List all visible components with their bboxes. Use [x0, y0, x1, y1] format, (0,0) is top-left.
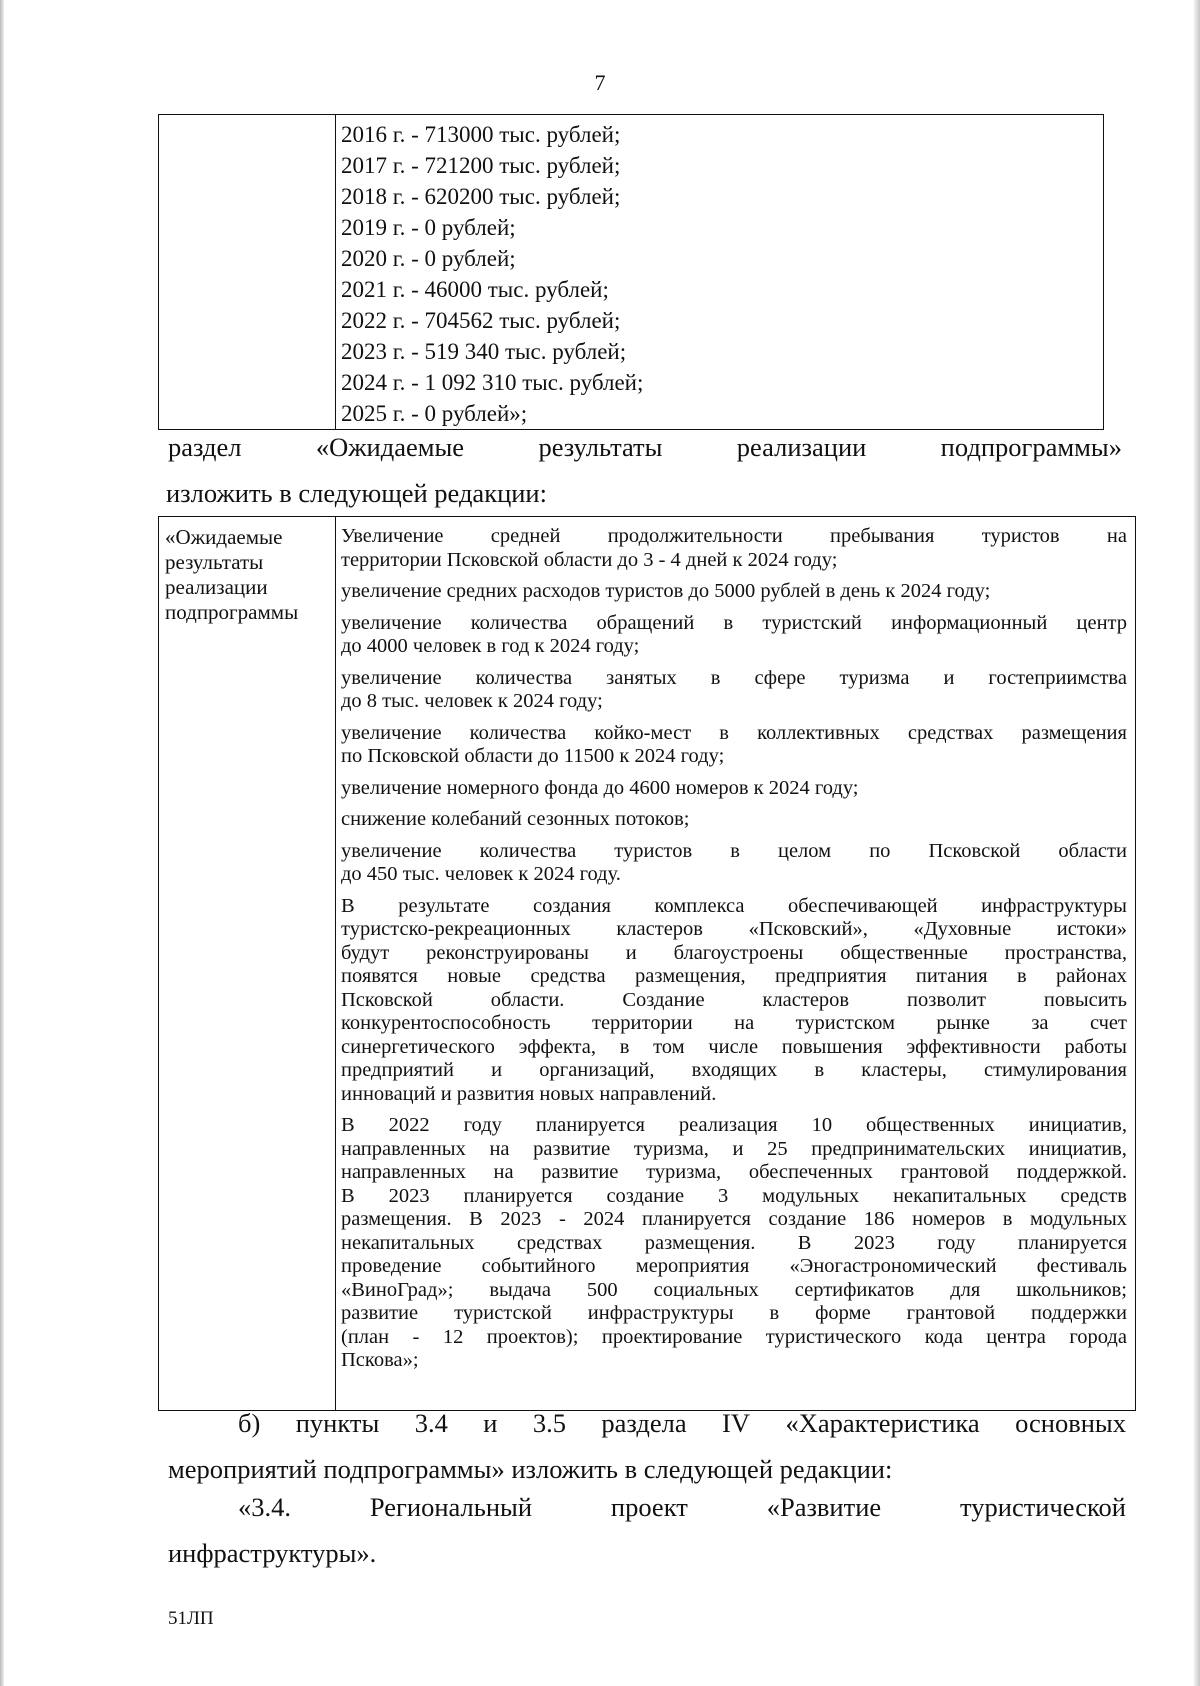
funding-table-empty-cell: [159, 115, 336, 429]
paragraph-b-line1: [238, 1408, 1126, 1439]
text-line: увеличение количества койко-мест в коллективных средствах размещения: [341, 721, 1127, 744]
result-item: [341, 895, 1127, 1107]
result-item: [341, 1114, 1127, 1373]
label-line: реализации: [165, 575, 268, 599]
text-line: увеличение средних расходов туристов до 5000 рублей в день к 2024 году;: [341, 580, 991, 602]
text-line: по Псковской области до 11500 к 2024 году;: [341, 745, 725, 767]
text-line: будут реконструированы и благоустроены общественные пространства,: [341, 941, 1127, 964]
result-item: [341, 525, 1127, 572]
word: и: [483, 1408, 498, 1438]
word: «Развитие: [766, 1492, 882, 1522]
text-line: увеличение количества туристов в целом по Псковской области: [341, 839, 1127, 862]
scan-edge-right: [1194, 0, 1200, 1686]
text-line: конкурентоспособность территории на туристском рынке за счет: [341, 1012, 1127, 1034]
page-number: 7: [594, 70, 606, 95]
text-line: В 2023 планируется создание 3 модульных некапитальных средств: [341, 1184, 1127, 1207]
word: 3.4: [414, 1408, 448, 1438]
funding-line: 2022 г. - 704562 тыс. рублей;: [341, 308, 621, 333]
results-label-cell: [159, 517, 336, 1410]
text-line: Пскова»;: [341, 1349, 419, 1371]
word: Региональный: [369, 1492, 533, 1522]
funding-line: 2023 г. - 519 340 тыс. рублей;: [341, 339, 627, 364]
text-line: некапитальных средствах размещения. В 2023 году планируется: [341, 1231, 1127, 1254]
text-line: до 4000 человек в год к 2024 году;: [341, 635, 640, 657]
funding-line: 2017 г. - 721200 тыс. рублей;: [341, 153, 621, 178]
result-item: [341, 667, 1127, 714]
text-line: территории Псковской области до 3 - 4 дней к 2024 году;: [341, 548, 838, 571]
text-line: инноваций и развития новых направлений.: [341, 1082, 717, 1105]
result-item: [341, 580, 1127, 604]
results-items-cell: [341, 525, 1127, 1381]
text-line: направленных на развитие туризма, обеспеченных грантовой поддержкой.: [341, 1161, 1127, 1183]
text-line: «ВиноГрад»; выдача 500 социальных сертификатов для школьников;: [341, 1278, 1127, 1301]
word: раздела: [601, 1408, 687, 1438]
scan-edge-left: [0, 0, 4, 1686]
label-line: «Ожидаемые: [165, 525, 283, 549]
word: проект: [610, 1492, 688, 1522]
text-line: В 2022 году планируется реализация 10 общественных инициатив,: [341, 1114, 1127, 1136]
results-table: [158, 516, 1136, 1411]
text-line: увеличение количества обращений в туристский информационный центр: [341, 611, 1127, 634]
word: реализации: [736, 432, 867, 462]
text-line: направленных на развитие туризма, и 25 предпринимательских инициатив,: [341, 1137, 1127, 1160]
label-line: результаты: [165, 550, 264, 574]
funding-line: 2020 г. - 0 рублей;: [341, 246, 516, 271]
label-line: подпрограммы: [165, 600, 299, 624]
word: «Характеристика: [785, 1408, 980, 1438]
word: туристической: [960, 1492, 1126, 1522]
document-code: 51ЛП: [168, 1608, 214, 1629]
word: основных: [1015, 1408, 1126, 1438]
word: раздел: [168, 432, 242, 462]
text-line: В результате создания комплекса обеспечивающей инфраструктуры: [341, 894, 1127, 917]
paragraph-34-line1: [238, 1492, 1126, 1523]
word: пункты: [295, 1408, 380, 1438]
word: результаты: [538, 432, 663, 462]
result-item: [341, 808, 1127, 832]
paragraph-b-line2: мероприятий подпрограммы» изложить в следующей редакции:: [168, 1454, 893, 1484]
funding-line: 2016 г. - 713000 тыс. рублей;: [341, 122, 621, 147]
funding-line: 2025 г. - 0 рублей»;: [341, 401, 528, 426]
text-line: синергетического эффекта, в том числе повышения эффективности работы: [341, 1035, 1127, 1058]
text-line: Увеличение средней продолжительности пребывания туристов на: [341, 525, 1127, 547]
result-item: [341, 612, 1127, 659]
text-line: проведение событийного мероприятия «Эногастрономический фестиваль: [341, 1255, 1127, 1277]
word: IV: [722, 1408, 751, 1438]
text-line: предприятий и организаций, входящих в кластеры, стимулирования: [341, 1059, 1127, 1081]
text-line: увеличение количества занятых в сфере туризма и гостеприимства: [341, 666, 1127, 689]
text-line: увеличение номерного фонда до 4600 номеров к 2024 году;: [341, 776, 859, 799]
text-line: развитие туристской инфраструктуры в форме грантовой поддержки: [341, 1302, 1127, 1324]
word: подпрограммы»: [940, 432, 1122, 462]
text-line: размещения. В 2023 - 2024 планируется создание 186 номеров в модульных: [341, 1208, 1127, 1230]
word: 3.5: [532, 1408, 566, 1438]
result-item: [341, 777, 1127, 801]
text-line: Псковской области. Создание кластеров позволит повысить: [341, 988, 1127, 1011]
text-line: снижение колебаний сезонных потоков;: [341, 808, 690, 830]
result-item: [341, 722, 1127, 769]
results-label: [165, 525, 298, 625]
funding-line: 2019 г. - 0 рублей;: [341, 215, 516, 240]
funding-line: 2024 г. - 1 092 310 тыс. рублей;: [341, 370, 644, 395]
funding-cell: [341, 119, 643, 429]
text-line: до 8 тыс. человек к 2024 году;: [341, 690, 603, 712]
word: б): [238, 1408, 261, 1438]
section-intro-line2: изложить в следующей редакции:: [166, 478, 547, 508]
section-intro-line1: [168, 432, 1122, 463]
word: «3.4.: [238, 1492, 291, 1522]
paragraph-34-line2: инфраструктуры».: [168, 1538, 377, 1568]
funding-line: 2018 г. - 620200 тыс. рублей;: [341, 184, 621, 209]
result-item: [341, 840, 1127, 887]
text-line: туристско-рекреационных кластеров «Псковский», «Духовные истоки»: [341, 918, 1127, 940]
funding-table: [158, 114, 1104, 430]
funding-line: 2021 г. - 46000 тыс. рублей;: [341, 277, 609, 302]
text-line: появятся новые средства размещения, предприятия питания в районах: [341, 965, 1127, 987]
text-line: до 450 тыс. человек к 2024 году.: [341, 863, 621, 885]
text-line: (план - 12 проектов); проектирование туристического кода центра города: [341, 1325, 1127, 1348]
word: «Ожидаемые: [315, 432, 465, 462]
